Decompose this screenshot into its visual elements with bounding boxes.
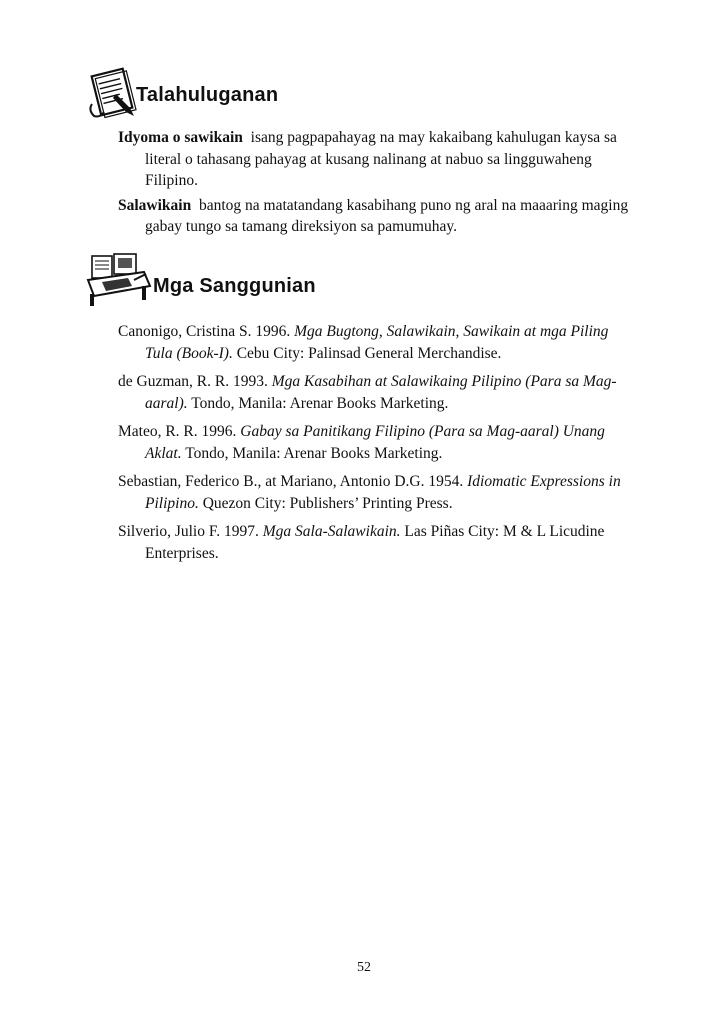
reference-author-year: Sebastian, Federico B., at Mariano, Antonio D.G. 1954.: [118, 473, 468, 490]
glossary-definition: isang pagpapahayag na may kakaibang kahulugan kaysa sa literal o tahasang pahayag at kusang nalinang at nabuo sa lingguwaheng Filipino.: [145, 129, 617, 189]
glossary-entry: [118, 127, 638, 192]
reference-publisher: Quezon City: Publishers’ Printing Press.: [198, 494, 453, 512]
glossary-definition: bantog na matatandang kasabihang puno ng aral na maaaring maging gabay tungo sa tamang direksiyon sa pamumuhay.: [145, 196, 629, 235]
references-list: [118, 321, 638, 571]
reference-title: Gabay sa Panitikang Filipino (Para sa Mag-aaral) Unang Aklat.: [145, 423, 605, 462]
notebook-pencil-icon: [86, 64, 138, 120]
reference-item: [118, 321, 638, 364]
reference-author-year: de Guzman, R. R. 1993.: [118, 373, 272, 390]
reference-author-year: Canonigo, Cristina S. 1996.: [118, 323, 295, 340]
page-number: 52: [357, 960, 371, 975]
reference-publisher: Tondo, Manila: Arenar Books Marketing.: [187, 394, 449, 412]
glossary-term: Idyoma o sawikain: [118, 129, 243, 146]
desk-books-icon: [84, 250, 154, 308]
reference-publisher: Tondo, Manila: Arenar Books Marketing.: [181, 444, 443, 462]
reference-item: [118, 521, 638, 564]
glossary-term: Salawikain: [118, 196, 192, 214]
reference-item: [118, 471, 638, 514]
reference-item: [118, 421, 638, 464]
reference-item: [118, 371, 638, 414]
reference-publisher: Las Piñas City: M & L Licudine Enterprises.: [145, 523, 605, 562]
glossary-list: [118, 127, 638, 241]
glossary-heading: Talahuluganan: [136, 84, 279, 106]
reference-author-year: Mateo, R. R. 1996.: [118, 423, 241, 440]
reference-title: Mga Kasabihan at Salawikaing Pilipino (Para sa Mag-aaral).: [145, 373, 617, 412]
reference-publisher: Cebu City: Palinsad General Merchandise.: [232, 344, 502, 362]
reference-title: Idiomatic Expressions in Pilipino.: [145, 473, 621, 512]
glossary-entry: [118, 195, 638, 238]
references-heading: Mga Sanggunian: [153, 275, 316, 297]
reference-author-year: Silverio, Julio F. 1997.: [118, 523, 263, 540]
reference-title: Mga Sala-Salawikain.: [262, 523, 401, 540]
reference-title: Mga Bugtong, Salawikain, Sawikain at mga Piling Tula (Book-I).: [145, 323, 609, 362]
